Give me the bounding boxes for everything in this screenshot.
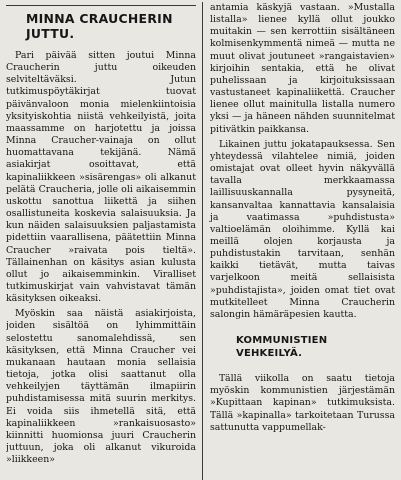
column-top-rule	[6, 5, 196, 6]
article-paragraph: Likainen juttu jokatapauksessa. Sen yhteydessä vilahtelee nimiä, joiden omistajat ovat olleet hyvin näkyvällä tavalla merkkaamassa laillisuuskannalla pysyneitä, kansanvaltaa kannattavia kansalaisia ja vaatimassa »puhdistusta» valtioelämän oloihimme. Kyllä kai meillä olojen korjausta ja puhdistustakin tarvitaan, senhän kaikki tietävät, mutta taivas varjelkoon meitä sellaisista »puhdistajista», joiden omat tiet ovat mutkitelleet Minna Craucherin salongin hämäräpesien kautta.	[210, 138, 395, 320]
article-paragraph: Pari päivää sitten joutui Minna Craucherin juttu oikeuden selviteltäväksi. Jutun tutkimuspöytäkirjat tuovat päivänvaloon monia mielenkiintoisia yksityiskohtia niistä vehkeilyistä, joita maassamme on harjotettu ja joissa Minna Craucher-vainaja on ollut huomattavana tekijänä. Nämä asiakirjat osoittavat, että kapinaliikkeen »sisärengas» oli alkanut pelätä Craucheria, jolle oli aikaisemmin uskottu sanottua liikettä ja siihen osallistuneita koskevia salaisuuksia. Ja kun näiden salaisuuksien paljastamista pidettiin vaarallisena, päätettiin Minna Craucher »raivata pois tieltä». Tällainenhan on käsitys asian kulusta ollut jo aikaisemminkin. Viralliset tutkimuskirjat vain vahvistavat tämän käsityksen oikeaksi.	[6, 50, 196, 305]
article-paragraph: Tällä viikolla on saatu tietoja myöskin kommunistien järjestämän »Kupittaan kapinan» tutkimuksista. Tällä »kapinalla» tarkoitetaan Turussa sattunutta vappumellak-	[210, 373, 395, 433]
article-paragraph: Myöskin saa näistä asiakirjoista, joiden sisältöä on lyhimmittäin selostettu sanomalehdissä, sen käsityksen, että Minna Craucher vei mukanaan hautaan monia sellaisia tietoja, jotka olisi saattanut olla vehkeilyjen täyttämän ilmapiirin puhdistamisessa mitä suurin merkitys. Ei voida siis ihmetellä sitä, että kapinaliikkeen »rankaisuosasto» kiinnitti huomionsa juuri Craucherin juttuun, joka oli alkanut vikuroida »liikkeen»	[6, 308, 196, 466]
article-headline: MINNA CRAUCHERIN JUTTU.	[26, 11, 173, 41]
section-subheading: KOMMUNISTIEN VEHKEILYÄ.	[236, 335, 328, 360]
article-paragraph-continued: antamia käskyjä vastaan. »Mustalla listalla» lienee kyllä ollut joukko muitakin — sen kerrottiin sisältäneen kolmisenkymmentä nimeä — mutta ne muut olivat joutuneet »rangaistavien» kirjoihin sentakia, että he olivat puhelissaan ja kirjoituksissaan vastustaneet kapinaliikettä. Craucher lienee ollut mainitulla listalla numero yksi — ja häneen nähden suunnitelmat pitivätkin paikkansa.	[210, 2, 395, 135]
article-column-right	[202, 2, 395, 480]
article-column-left	[6, 2, 202, 480]
